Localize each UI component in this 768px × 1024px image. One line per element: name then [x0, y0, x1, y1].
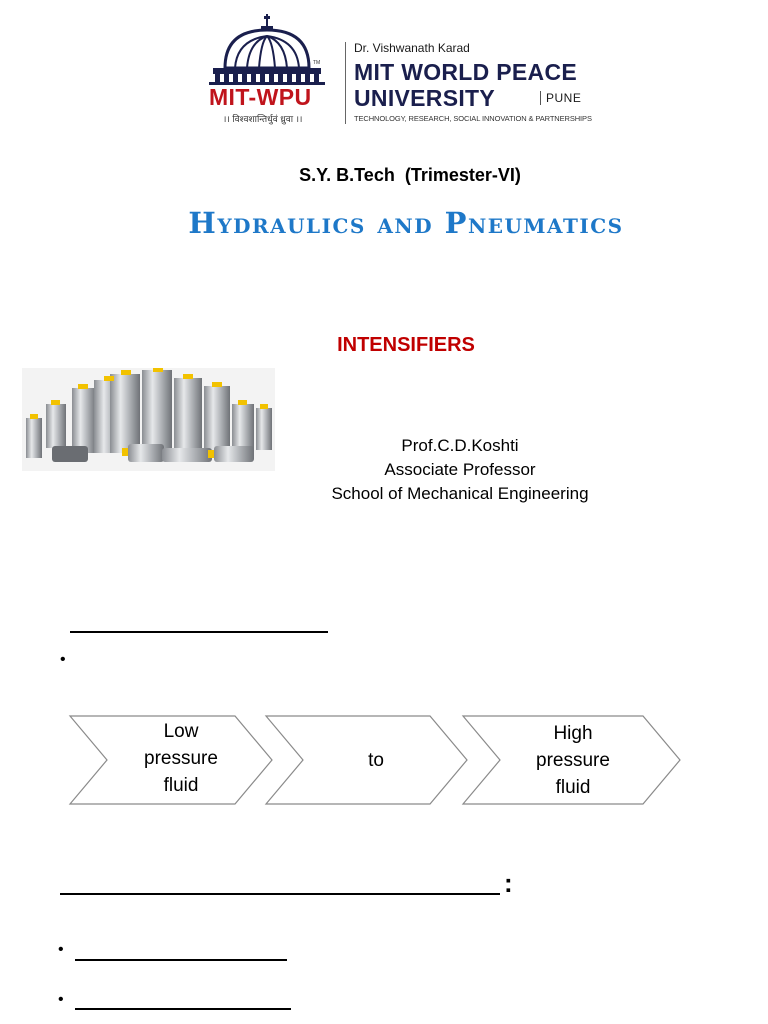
bullet-point: •: [58, 941, 64, 958]
logo-motto: ।। विश्वशान्तिर्धुवं ध्रुवा ।।: [223, 114, 303, 124]
fill-in-blank-line: [70, 631, 328, 633]
founder-line: Dr. Vishwanath Karad: [354, 41, 470, 55]
university-city: PUNE: [540, 91, 581, 105]
university-logo: [205, 12, 625, 132]
trademark-mark: TM: [313, 60, 321, 66]
logo-abbreviation: MIT-WPU: [209, 84, 312, 110]
presenter-name: Prof.C.D.Koshti: [401, 436, 519, 455]
presenter-school: School of Mechanical Engineering: [331, 484, 589, 503]
university-name-line1: MIT WORLD PEACE: [354, 59, 577, 85]
subject-title: Hydraulics and Pneumatics: [188, 206, 624, 240]
presenter-block: [200, 434, 720, 506]
flow-step-to: to: [368, 750, 384, 771]
presenter-designation: Associate Professor: [384, 460, 536, 479]
university-name-line2: UNIVERSITY: [354, 85, 496, 111]
fill-in-blank-line: [75, 1008, 291, 1010]
fill-in-blank-line: [75, 959, 287, 961]
heading-colon: :: [504, 868, 513, 898]
flow-step-high-pressure: High pressure fluid: [536, 723, 610, 798]
topic-heading: INTENSIFIERS: [337, 334, 475, 356]
flow-step-low-pressure: Low pressure fluid: [144, 721, 218, 796]
bullet-point: •: [58, 991, 64, 1008]
logo-divider: [345, 42, 346, 124]
fill-in-blank-line: [60, 893, 500, 895]
course-line: S.Y. B.Tech (Trimester-VI): [299, 165, 521, 185]
bullet-point: •: [60, 651, 66, 668]
university-tagline: TECHNOLOGY, RESEARCH, SOCIAL INNOVATION & PARTNERSHIPS: [354, 114, 592, 123]
